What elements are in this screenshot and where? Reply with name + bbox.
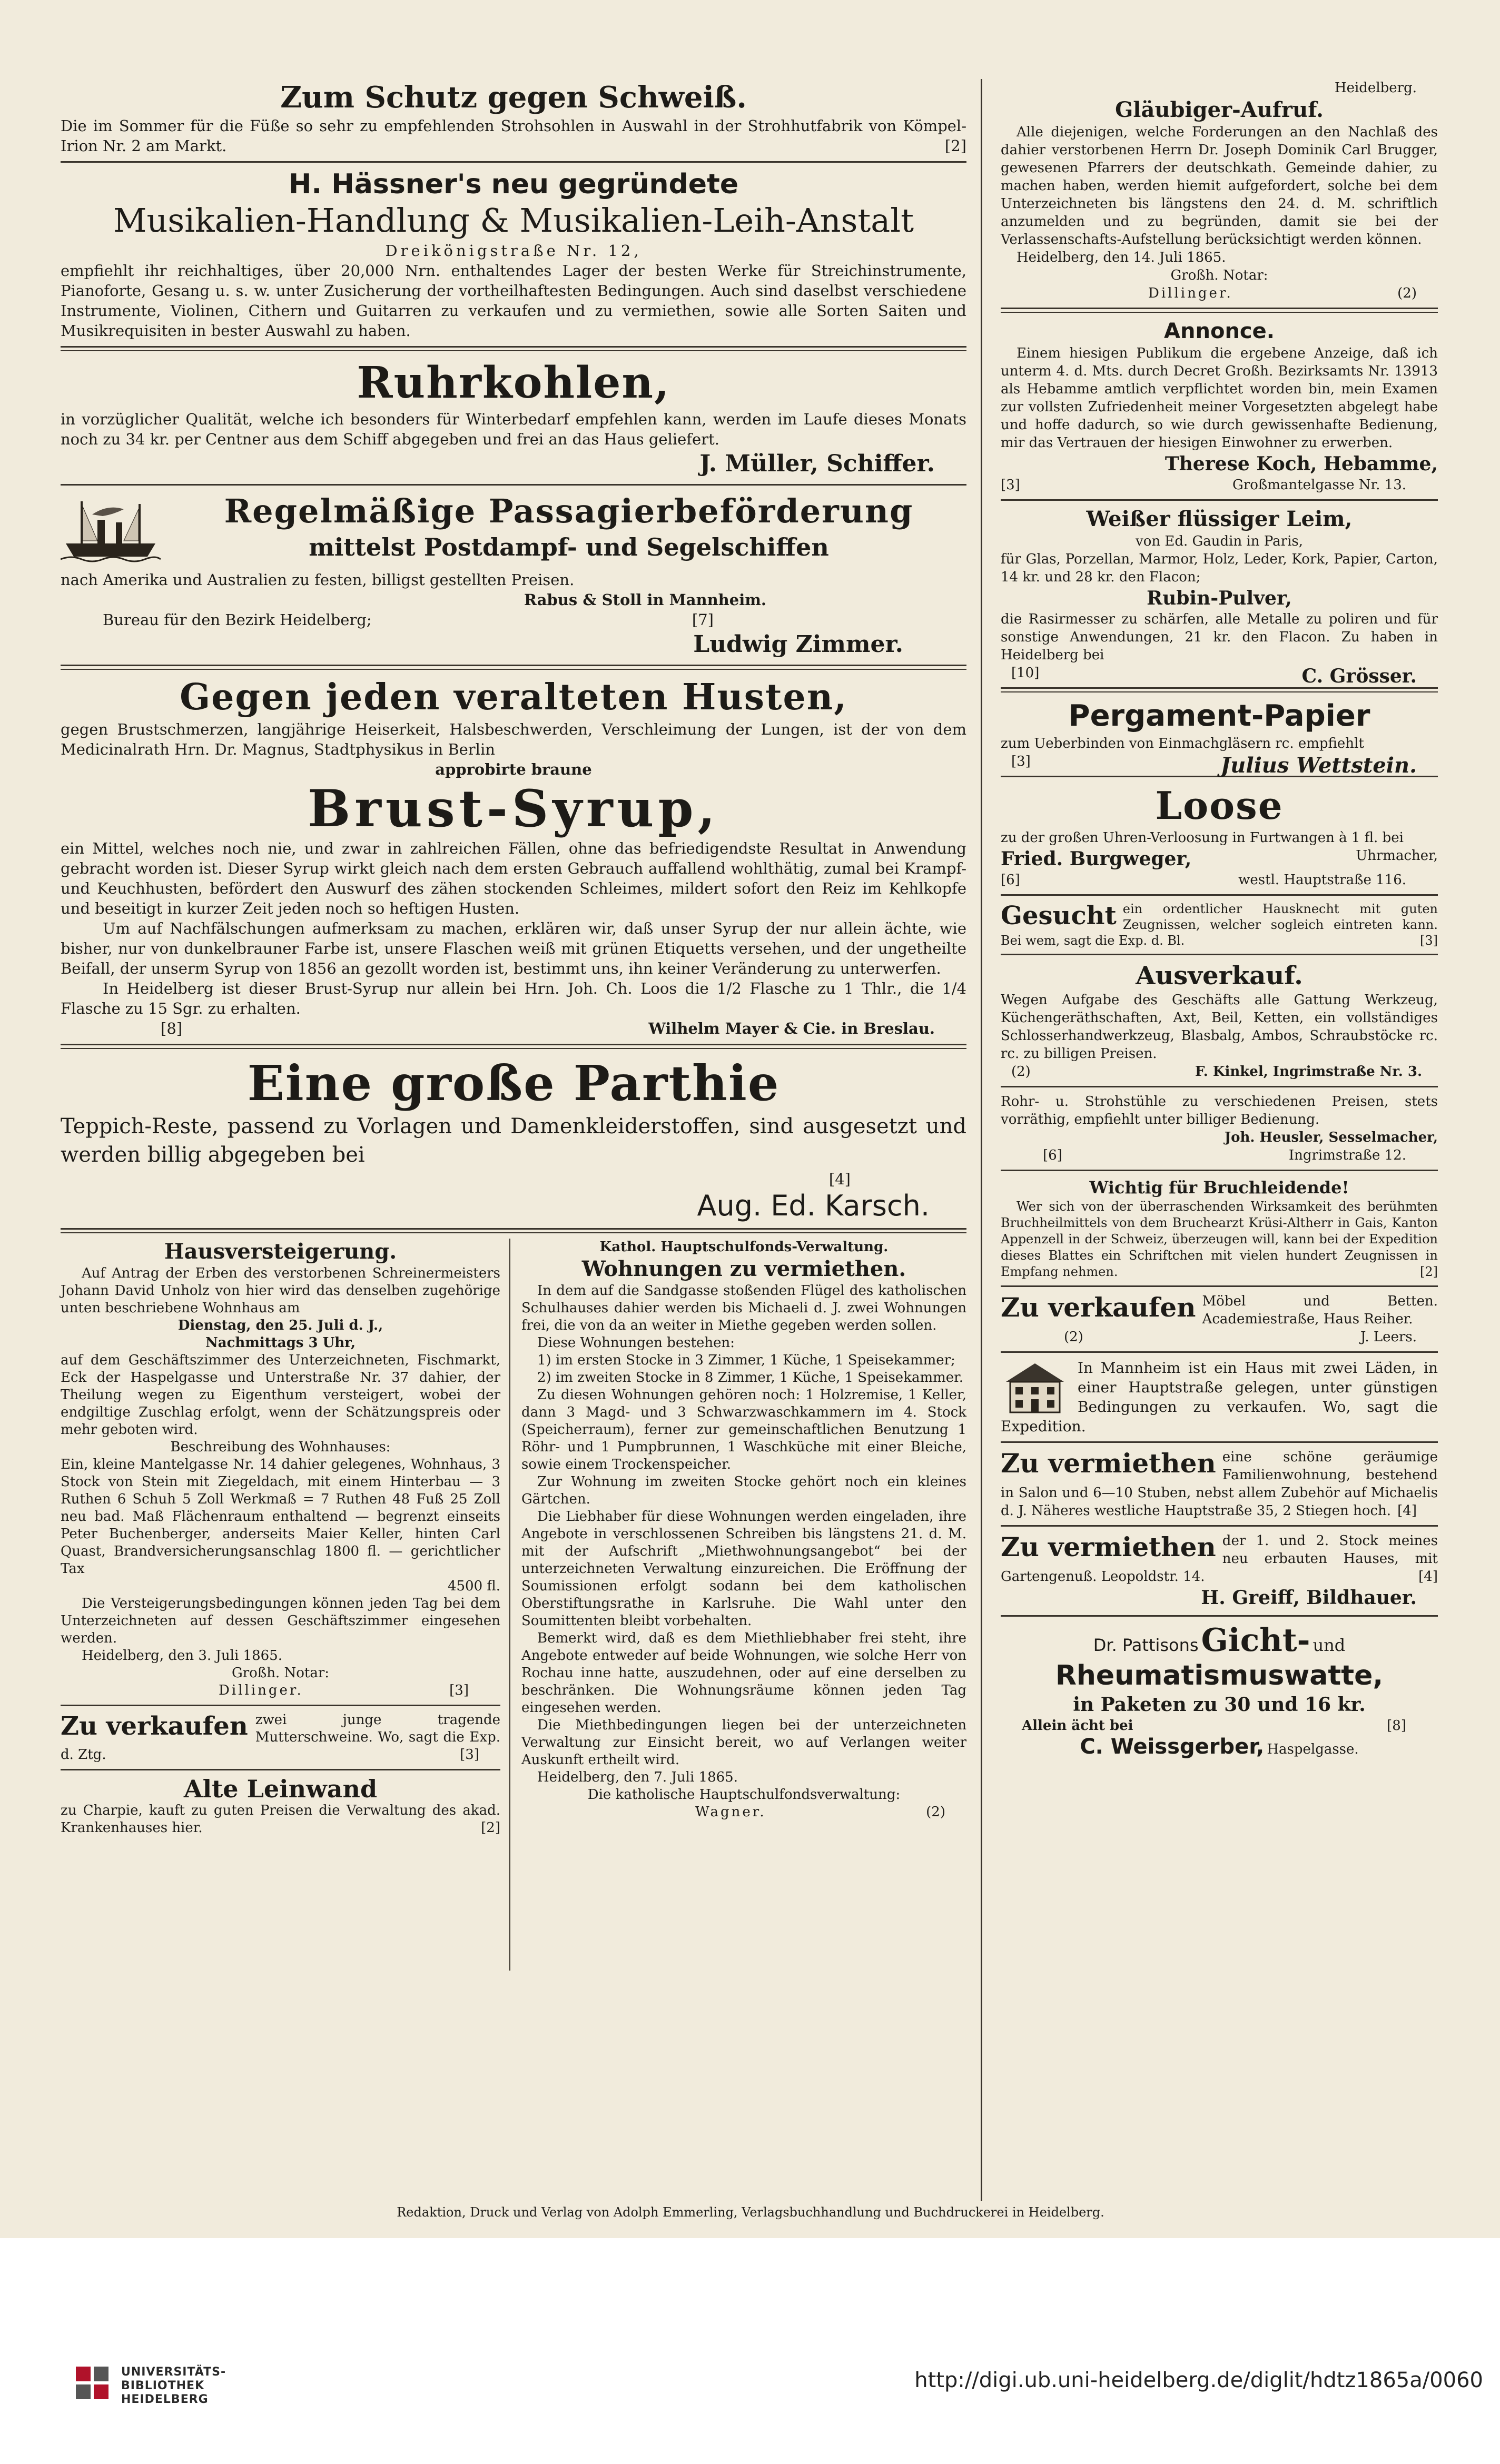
library-name-line1: UNIVERSITÄTS- [121,2366,226,2379]
ad-para5: Die Liebhaber für diese Wohnungen werden eingeladen, ihre Angebote in verschlossenen Schreiben bis längstens 21. d. M. mit der Aufschrift „Miethwohnungsangebot“ bei der unterzeichneten Verwaltung einzureichen. Die Eröffnung der Soumissionen erfolgt sodann bei dem katholischen Oberstiftungsrathe in Karlsruhe. Die Wahl unter den Soumittenten bleibt vorbehalten. [521,1509,966,1629]
ad-text-2: die Rasirmesser zu schärfen, alle Metalle zu poliren und für sonstige Anwendungen, 21 kr. den Flacon. Zu haben in Heidelberg bei [1001,611,1438,663]
ad-musikalien [61,168,966,341]
ad-para2: Um auf Nachfälschungen aufmerksam zu machen, erklären wir, daß unser Syrup der nur allein ächte, wie bisher, nur von dunkelbrauner Farbe ist, unsere Flaschen weiß mit grünen Etiquetts versehen, und der ungetheilte Beifall, der unserm Syrup von 1856 an gezollt worden ist, bestimmt uns, ihn keiner Veränderung zu unterwerfen. [61,919,966,977]
ad-place: Heidelberg. [1334,80,1417,96]
ad-stuehle [1001,1093,1438,1164]
ad-signature: Ludwig Zimmer. [693,631,903,658]
ad-text: Wer sich von der überraschenden Wirksamkeit des berühmten Bruchheilmittels von dem Bruchearzt Krüsi-Altherr in Gais, Kanton Appenzell in der Schweiz, überzeugen will, kann bei der Expedition dieses Blattes ein Schriftchen mit vielen hundert Zeugnissen in Empfang nehmen. [1001,1199,1438,1279]
ad-pergament [1001,698,1438,778]
source-url-link[interactable]: http://digi.ub.uni-heidelberg.de/diglit/hdtz1865a/0060 [914,2368,1483,2392]
ad-text: empfiehlt ihr reichhaltiges, über 20,000 Nrn. enthaltendes Lager der besten Werke für Streichinstrumente, Pianoforte, Gesang u. s. w. unter Zusicherung der vortheilhaftesten Bedingungen. Auch sind daselbst verschiedene Instrumente, Violinen, Cithern und Guitarren zu verkaufen und zu vermiethen, sowie alle Sorten Saiten und Musikrequisiten in bester Auswahl zu haben. [61,262,966,340]
ad-header: Kathol. Hauptschulfonds-Verwaltung. [599,1239,889,1255]
ad-gesucht [1001,901,1438,948]
divider [1001,1525,1438,1527]
divider [1001,1441,1438,1443]
ad-title: Ruhrkohlen, [357,358,670,408]
ad-ref: [6] [1043,1147,1062,1163]
ad-ausverkauf [1001,961,1438,1081]
ad-place-date: Heidelberg, den 7. Juli 1865. [537,1769,738,1785]
divider [1001,894,1438,896]
right-column [1001,79,1438,1759]
ad-ref: [3] [1001,477,1020,493]
ad-ruhrkohlen [61,357,966,479]
ad-loose [1001,783,1438,889]
ad-approved: approbirte braune [435,760,592,778]
ad-price: in Paketen zu 30 und 16 kr. [1073,1694,1366,1716]
ad-title: Zu verkaufen [61,1711,248,1741]
divider [1001,954,1438,955]
ad-text: In Mannheim ist ein Haus mit zwei Läden, in einer Hauptstraße gelegen, unter günstigen Bedingungen zu verkaufen. Wo, sagt die Expedition. [1001,1359,1438,1435]
ad-address: westl. Hauptstraße 116. [1238,872,1406,888]
ad-glaeubiger [1001,79,1438,302]
ad-signature: Aug. Ed. Karsch. [697,1189,930,1222]
ad-mutterschweine [61,1711,500,1764]
ad-ref: (2) [926,1804,945,1820]
ad-bureau: Bureau für den Bezirk Heidelberg; [103,611,372,629]
ad-ref: [3] [1011,754,1031,769]
ad-address: Großmantelgasse Nr. 13. [1232,477,1406,493]
ad-ref: [3] [460,1747,479,1763]
ad-signature: Wilhelm Mayer & Cie. in Breslau. [648,1020,935,1037]
divider [1001,1170,1438,1171]
ad-para1: In dem auf die Sandgasse stoßenden Flügel des katholischen Schulhauses dahier werden bis Michaeli d. J. zwei Wohnungen frei, die von da an weiter in Miethe gegeben werden sollen. [521,1283,966,1333]
ad-subhead: Beschreibung des Wohnhauses: [170,1439,391,1455]
ad-product: Brust-Syrup, [308,779,719,838]
ad-role: Großh. Notar: [231,1665,330,1681]
ad-annonce [1001,318,1438,494]
ad-text: Wegen Aufgabe des Geschäfts alle Gattung Werkzeug, Küchengeräthschaften, Axt, Beil, Ketten, ein vollständiges Schlosserhandwerkzeug, Blasbalg, Ambos, Schraubstöcke rc. rc. zu billigen Preisen. [1001,992,1438,1062]
ad-signature: Therese Koch, Hebamme, [1165,453,1438,475]
divider [61,1705,500,1706]
ad-ref: [4] [1397,1503,1417,1519]
divider [61,484,966,486]
ad-signature: Dillinger. [1148,285,1233,301]
ad-text: Alle diejenigen, welche Forderungen an den Nachlaß des dahier verstorbenen Herrn Dr. Joseph Dominik Carl Brugger, gewesenen Pfarrers der deutschkath. Gemeinde dahier, zu machen haben, werden hiemit aufgefordert, solche bei dem Unterzeichneten bis längstens den 24. d. M. schriftlich anzumelden und zu begründen, damit sie bei der Verlassenschafts-Aufstellung berücksichtigt werden können. [1001,124,1438,248]
ad-text: in vorzüglicher Qualität, welche ich besonders für Winterbedarf empfehlen kann, werden im Laufe dieses Monats noch zu 34 kr. per Centner aus dem Schiff abgegeben und frei an das Haus geliefert. [61,410,966,448]
ad-date: Dienstag, den 25. Juli d. J., [177,1318,383,1333]
ad-title: Pergament-Papier [1068,699,1370,733]
ad-text: Teppich-Reste, passend zu Vorlagen und Damenkleiderstoffen, sind ausgesetzt und werden billig abgegeben bei [61,1114,966,1167]
ad-maker: von Ed. Gaudin in Paris, [1136,533,1303,549]
ad-para4: Zur Wohnung im zweiten Stocke gehört noch ein kleines Gärtchen. [521,1474,966,1507]
ad-passagier [61,491,966,659]
divider [1001,499,1438,501]
ad-strohsohlen [61,79,966,156]
ad-text: Möbel und Betten. Academiestraße, Haus Reiher. [1202,1293,1438,1327]
divider [61,1044,966,1049]
ad-line1b: Gicht- [1201,1622,1310,1659]
ad-signature: F. Kinkel, Ingrimstraße Nr. 3. [1195,1064,1422,1080]
ad-subtitle: Musikalien-Handlung & Musikalien-Leih-Anstalt [113,201,914,240]
column-divider [509,1239,510,1971]
ad-bruchleidende [1001,1176,1438,1280]
ad-title: Alte Leinwand [183,1775,378,1803]
ad-title: Gegen jeden veralteten Husten, [180,676,847,718]
ad-teppich [61,1054,966,1223]
ad-ref: [2] [1420,1264,1438,1279]
ad-wohnungen [521,1239,966,1821]
ad-para4: Die Versteigerungsbedingungen können jeden Tag bei dem Unterzeichneten auf dessen Geschäftszimmer eingesehen werden. [61,1596,500,1646]
ad-vermiethen-1 [1001,1448,1438,1520]
ad-title: Regelmäßige Passagierbeförderung [224,492,914,530]
divider [1001,308,1438,313]
ad-para6: Bemerkt wird, daß es dem Miethliebhaber frei steht, ihre Angebote entweder auf beide Wohnungen, wie solche Herr von Rochau inne hatte, auszudehnen, oder auf eine derselben zu beschränken. Die Wohnungsräume können jeden Tag eingesehen werden. [521,1630,966,1716]
ad-title-2: Rubin-Pulver, [1147,587,1292,609]
ad-text: zu Charpie, kauft zu guten Preisen die Verwaltung des akad. Krankenhauses hier. [61,1803,500,1836]
ad-address: Ingrimstraße 12. [1288,1147,1406,1163]
column-divider [981,79,982,2201]
ad-title: Zu verkaufen [1001,1292,1196,1323]
ad-text: ein ordentlicher Hausknecht mit guten Zeugnissen, welcher sogleich eintreten kann. Bei wem, sagt die Exp. d. Bl. [1001,902,1438,948]
ad-para3: In Heidelberg ist dieser Brust-Syrup nur allein bei Hrn. Joh. Ch. Loos die 1/2 Flasche zu 1 Thlr., die 1/4 Flasche zu 15 Sgr. zu erhalten. [61,979,966,1017]
ad-para2: Diese Wohnungen bestehen: [537,1335,735,1351]
ad-brust-syrup [61,675,966,1038]
bottom-left-subcolumn [61,1239,500,1837]
ad-address: Haspelgasse. [1267,1741,1359,1757]
ad-text: der 1. und 2. Stock meines neu erbauten Hauses, mit Gartengenuß. Leopoldstr. 14. [1001,1533,1438,1585]
steamship-icon [61,491,161,570]
library-name-line3: HEIDELBERG [121,2393,209,2406]
ad-title: Rheumatismuswatte, [1055,1660,1384,1691]
ad-text: Einem hiesigen Publikum die ergebene Anzeige, daß ich unterm 4. d. Mts. durch Decret Großh. Bezirksamts Nr. 13913 als Hebamme amtlich verpflichtet worden bin, mein Examen zur vollsten Zufriedenheit meiner Vorgesetzten abgelegt habe und hoffe dadurch, so wie durch gewissenhafte Bedienung, mir das Vertrauen der hiesigen Einwohner zu erwerben. [1001,345,1438,451]
ad-ref: [8] [1387,1718,1406,1734]
ad-para1: ein Mittel, welches noch nie, und zwar in zahlreichen Fällen, ohne das befriedigendste Resultat in Anwendung gebracht worden ist. Dieser Syrup wirkt gleich nach dem ersten Gebrauch auffallend wohlthätig, zumal bei Krampf- und Keuchhusten, befördert den Auswurf des zähen stockenden Schleimes, mildert sofort den Reiz im Kehlkopfe und beseitigt in kurzer Zeit jeden noch so heftigen Husten. [61,839,966,917]
ad-signature: J. Leers. [1360,1329,1417,1345]
ad-ref: [2] [481,1820,500,1836]
library-seal-icon [74,2364,111,2401]
ad-line1c: und [1312,1635,1346,1655]
ad-title: Wichtig für Bruchleidende! [1089,1177,1349,1198]
ad-item1: 1) im ersten Stocke in 3 Zimmer, 1 Küche, 1 Speisekammer; [537,1352,955,1368]
viewer-bottom-bar [0,2238,1500,2464]
ad-text: nach Amerika und Australien zu festen, billigst gestellten Preisen. [61,571,575,589]
ad-title: Loose [1155,783,1284,828]
ad-signature: Joh. Heusler, Sesselmacher, [1224,1130,1438,1145]
ad-ref: [6] [1001,872,1020,888]
divider [61,665,966,670]
ad-title: Ausverkauf. [1136,961,1303,991]
ad-ref: (2) [1397,285,1417,301]
ad-item2: 2) im zweiten Stocke in 8 Zimmer, 1 Küche, 1 Speisekammer. [537,1370,963,1386]
ad-address: Dreikönigstraße Nr. 12, [385,242,642,260]
ad-signature: H. Greiff, Bildhauer. [1201,1587,1417,1609]
ad-tax: 4500 fl. [447,1578,500,1594]
ad-para1: Auf Antrag der Erben des verstorbenen Schreinermeisters Johann David Unholz von hier wird das denselben zugehörige unten beschriebene Wohnhaus am [61,1265,500,1316]
ad-ref: [8] [161,1020,183,1037]
ad-ref: [4] [1418,1569,1438,1585]
ad-title: Hausversteigerung. [164,1239,397,1264]
ad-para7: Die Miethbedingungen liegen bei der unterzeichneten Verwaltung zur Einsicht bereit, wo auf Verlangen weiter Auskunft ertheilt wird. [521,1717,966,1768]
divider [61,1769,500,1770]
ad-line4: Allein ächt bei [1022,1718,1133,1734]
ad-text: Rohr- u. Strohstühle zu verschiedenen Preisen, stets vorräthig, empfiehlt unter billiger Bedienung. [1001,1094,1438,1127]
ad-para3: Ein, kleine Mantelgasse Nr. 14 dahier gelegenes, Wohnhaus, 3 Stock von Stein mit Ziegeldach, mit einem Hinterbau — 3 Ruthen 6 Schuh 5 Zoll Werkmaß = 7 Ruthen 48 Fuß 25 Zoll neu bad. Maß Flächenraum enthaltend — begrenzt einseits Peter Buchenberger, anderseits Maier Keller, hinten Carl Quast, Brandversicherungsanschlag 1800 fl. — gerichtlicher Tax [61,1457,500,1577]
ad-role: Uhrmacher, [1356,848,1438,864]
ad-leim [1001,506,1438,687]
ad-signature: C. Weissgerber, [1080,1735,1265,1759]
ad-hausversteigerung [61,1239,500,1699]
ad-vermiethen-2 [1001,1532,1438,1610]
library-name-line2: BIBLIOTHEK [121,2379,205,2392]
ad-ref: [10] [1011,665,1040,681]
divider [61,161,966,163]
ad-role: Die katholische Hauptschulfondsverwaltung: [587,1787,901,1803]
ad-title: Zu vermiethen [1001,1448,1216,1479]
imprint-footer: Redaktion, Druck und Verlag von Adolph Emmerling, Verlagsbuchhandlung und Buchdruckerei in Heidelberg. [397,2205,1104,2220]
ad-ref: [2] [944,137,966,155]
ad-line1: Dr. Pattisons [1093,1635,1199,1655]
ad-subtitle: mittelst Postdampf- und Segelschiffen [309,533,829,561]
ad-intro: gegen Brustschmerzen, langjährige Heiserkeit, Halsbeschwerden, Verschleimung der Lungen, ist der von dem Medicinalrath Hrn. Dr. Magnus, Stadtphysikus in Berlin [61,720,966,758]
ad-title: Gläubiger-Aufruf. [1115,97,1324,122]
ad-title: Zu vermiethen [1001,1531,1216,1562]
ad-title: Weißer flüssiger Leim, [1086,507,1353,531]
ad-para3: Zu diesen Wohnungen gehören noch: 1 Holzremise, 1 Keller, dann 3 Magd- und 3 Schwarzwaschkammern im 4. Stock (Speicherraum), ferner zur gemeinschaftlichen Benutzung 1 Röhr- und 1 Pumpbrunnen, 1 Waschküche mit einer Bleiche, sowie einem Trockenspeicher. [521,1387,966,1472]
ad-ref: [7] [692,611,714,629]
ad-text: Die im Sommer für die Füße so sehr zu empfehlenden Strohsohlen in Auswahl in der Strohhutfabrik von Kömpel-Irion Nr. 2 am Markt. [61,117,966,155]
ad-title: Annonce. [1164,319,1275,343]
ad-signature: Fried. Burgweger, [1001,848,1192,870]
ad-title: Zum Schutz gegen Schweiß. [280,80,747,115]
ad-time: Nachmittags 3 Uhr, [205,1335,356,1351]
ad-text: für Glas, Porzellan, Marmor, Holz, Leder, Kork, Papier, Carton, 14 kr. und 28 kr. den Flacon; [1001,551,1438,585]
ad-signature: J. Müller, Schiffer. [699,450,935,477]
ad-title: H. Hässner's neu gegründete [288,169,739,200]
ad-signature: C. Grösser. [1301,665,1417,687]
ad-text: zwei junge tragende Mutterschweine. Wo, sagt die Exp. d. Ztg. [61,1712,500,1763]
divider [1001,1086,1438,1087]
divider [61,1228,966,1233]
divider [61,346,966,351]
ad-ref: (2) [1011,1064,1031,1080]
ad-title: Wohnungen zu vermiethen. [581,1256,906,1281]
ad-place-date: Heidelberg, den 3. Juli 1865. [82,1648,282,1664]
ad-title: Eine große Parthie [247,1055,780,1112]
divider [1001,1351,1438,1353]
ad-text: zu der großen Uhren-Verloosung in Furtwangen à 1 fl. bei [1001,830,1404,846]
ad-signature: Julius Wettstein. [1220,753,1417,778]
bottom-right-subcolumn [521,1239,966,1821]
ad-ref: [3] [1420,933,1438,948]
ad-signature: Dillinger. [219,1683,303,1698]
ad-ref: (2) [1064,1329,1083,1345]
ad-ref: [4] [828,1170,851,1188]
ad-place-date: Heidelberg, den 14. Juli 1865. [1017,250,1226,265]
ad-para2: auf dem Geschäftszimmer des Unterzeichneten, Fischmarkt, Eck der Haspelgasse und Unterstraße Nr. 37 dahier, der Theilung wegen zu Eigenthum versteigert, wobei der endgiltige Zuschlag erfolgt, wenn der Schätzungspreis oder mehr geboten wird. [61,1352,500,1438]
house-icon [1001,1358,1069,1416]
ad-agent: Rabus & Stoll in Mannheim. [524,591,767,609]
ad-signature: Wagner. [695,1804,766,1820]
divider [1001,1615,1438,1617]
left-column [61,79,966,1836]
ad-text: eine schöne geräumige Familienwohnung, bestehend in Salon und 6—10 Stuben, nebst allem Zubehör auf Michaelis d. J. Näheres westliche Hauptstraße 35, 2 Stiegen hoch. [1001,1449,1438,1519]
ad-moebel [1001,1292,1438,1346]
ad-role: Großh. Notar: [1170,268,1268,283]
ad-ref: [3] [449,1683,469,1698]
ad-leinwand [61,1776,500,1837]
divider [1001,1285,1438,1287]
ad-mannheim-haus [1001,1358,1438,1436]
ad-text: zum Ueberbinden von Einmachgläsern rc. empfiehlt [1001,736,1364,751]
ad-gichtwatte [1001,1622,1438,1759]
ad-title: Gesucht [1001,901,1117,931]
